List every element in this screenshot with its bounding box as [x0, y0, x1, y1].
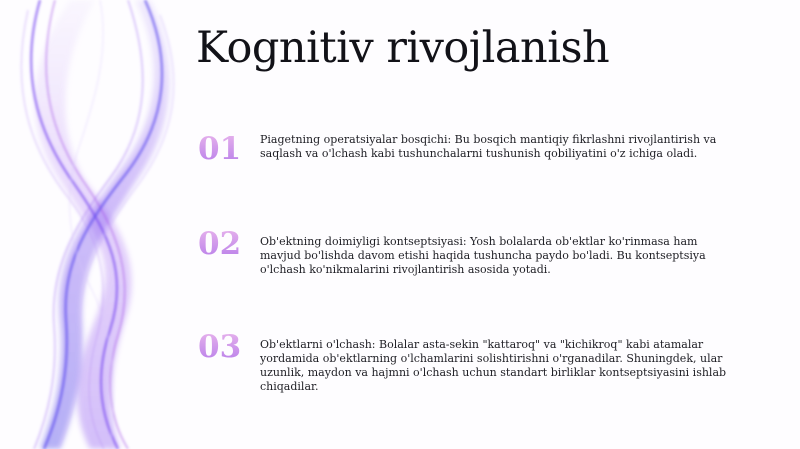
item-number: 01 — [198, 131, 242, 167]
item-text: Ob'ektning doimiyligi kontseptsiyasi: Yosh bolalarda ob'ektlar ko'rinmasa ham mavjud bo'lishda davom etishi haqida tushuncha paydo bo'ladi. Bu kontseptsiya o'lchash ko'nikmalarini rivojlantirish asosida yotadi. — [260, 235, 706, 276]
smoke-wave-decoration — [0, 0, 200, 449]
item-text: Piagetning operatsiyalar bosqichi: Bu bosqich mantiqiy fikrlashni rivojlantirish va saqlash va o'lchash kabi tushunchalarni tushunish qobiliyatini o'z ichiga oladi. — [260, 133, 717, 160]
item-text: Ob'ektlarni o'lchash: Bolalar asta-sekin "kattaroq" va "kichikroq" kabi atamalar yordamida ob'ektlarning o'lchamlarini solishtirishni o'rganadilar. Shuningdek, ular uzunlik, maydon va hajmni o'lchash uchun standart birliklar kontseptsiyasini ishlab chiqadilar. — [260, 338, 727, 393]
page-title: Kognitiv rivojlanish — [196, 23, 610, 73]
item-number: 03 — [198, 329, 242, 365]
item-number: 02 — [198, 226, 242, 262]
